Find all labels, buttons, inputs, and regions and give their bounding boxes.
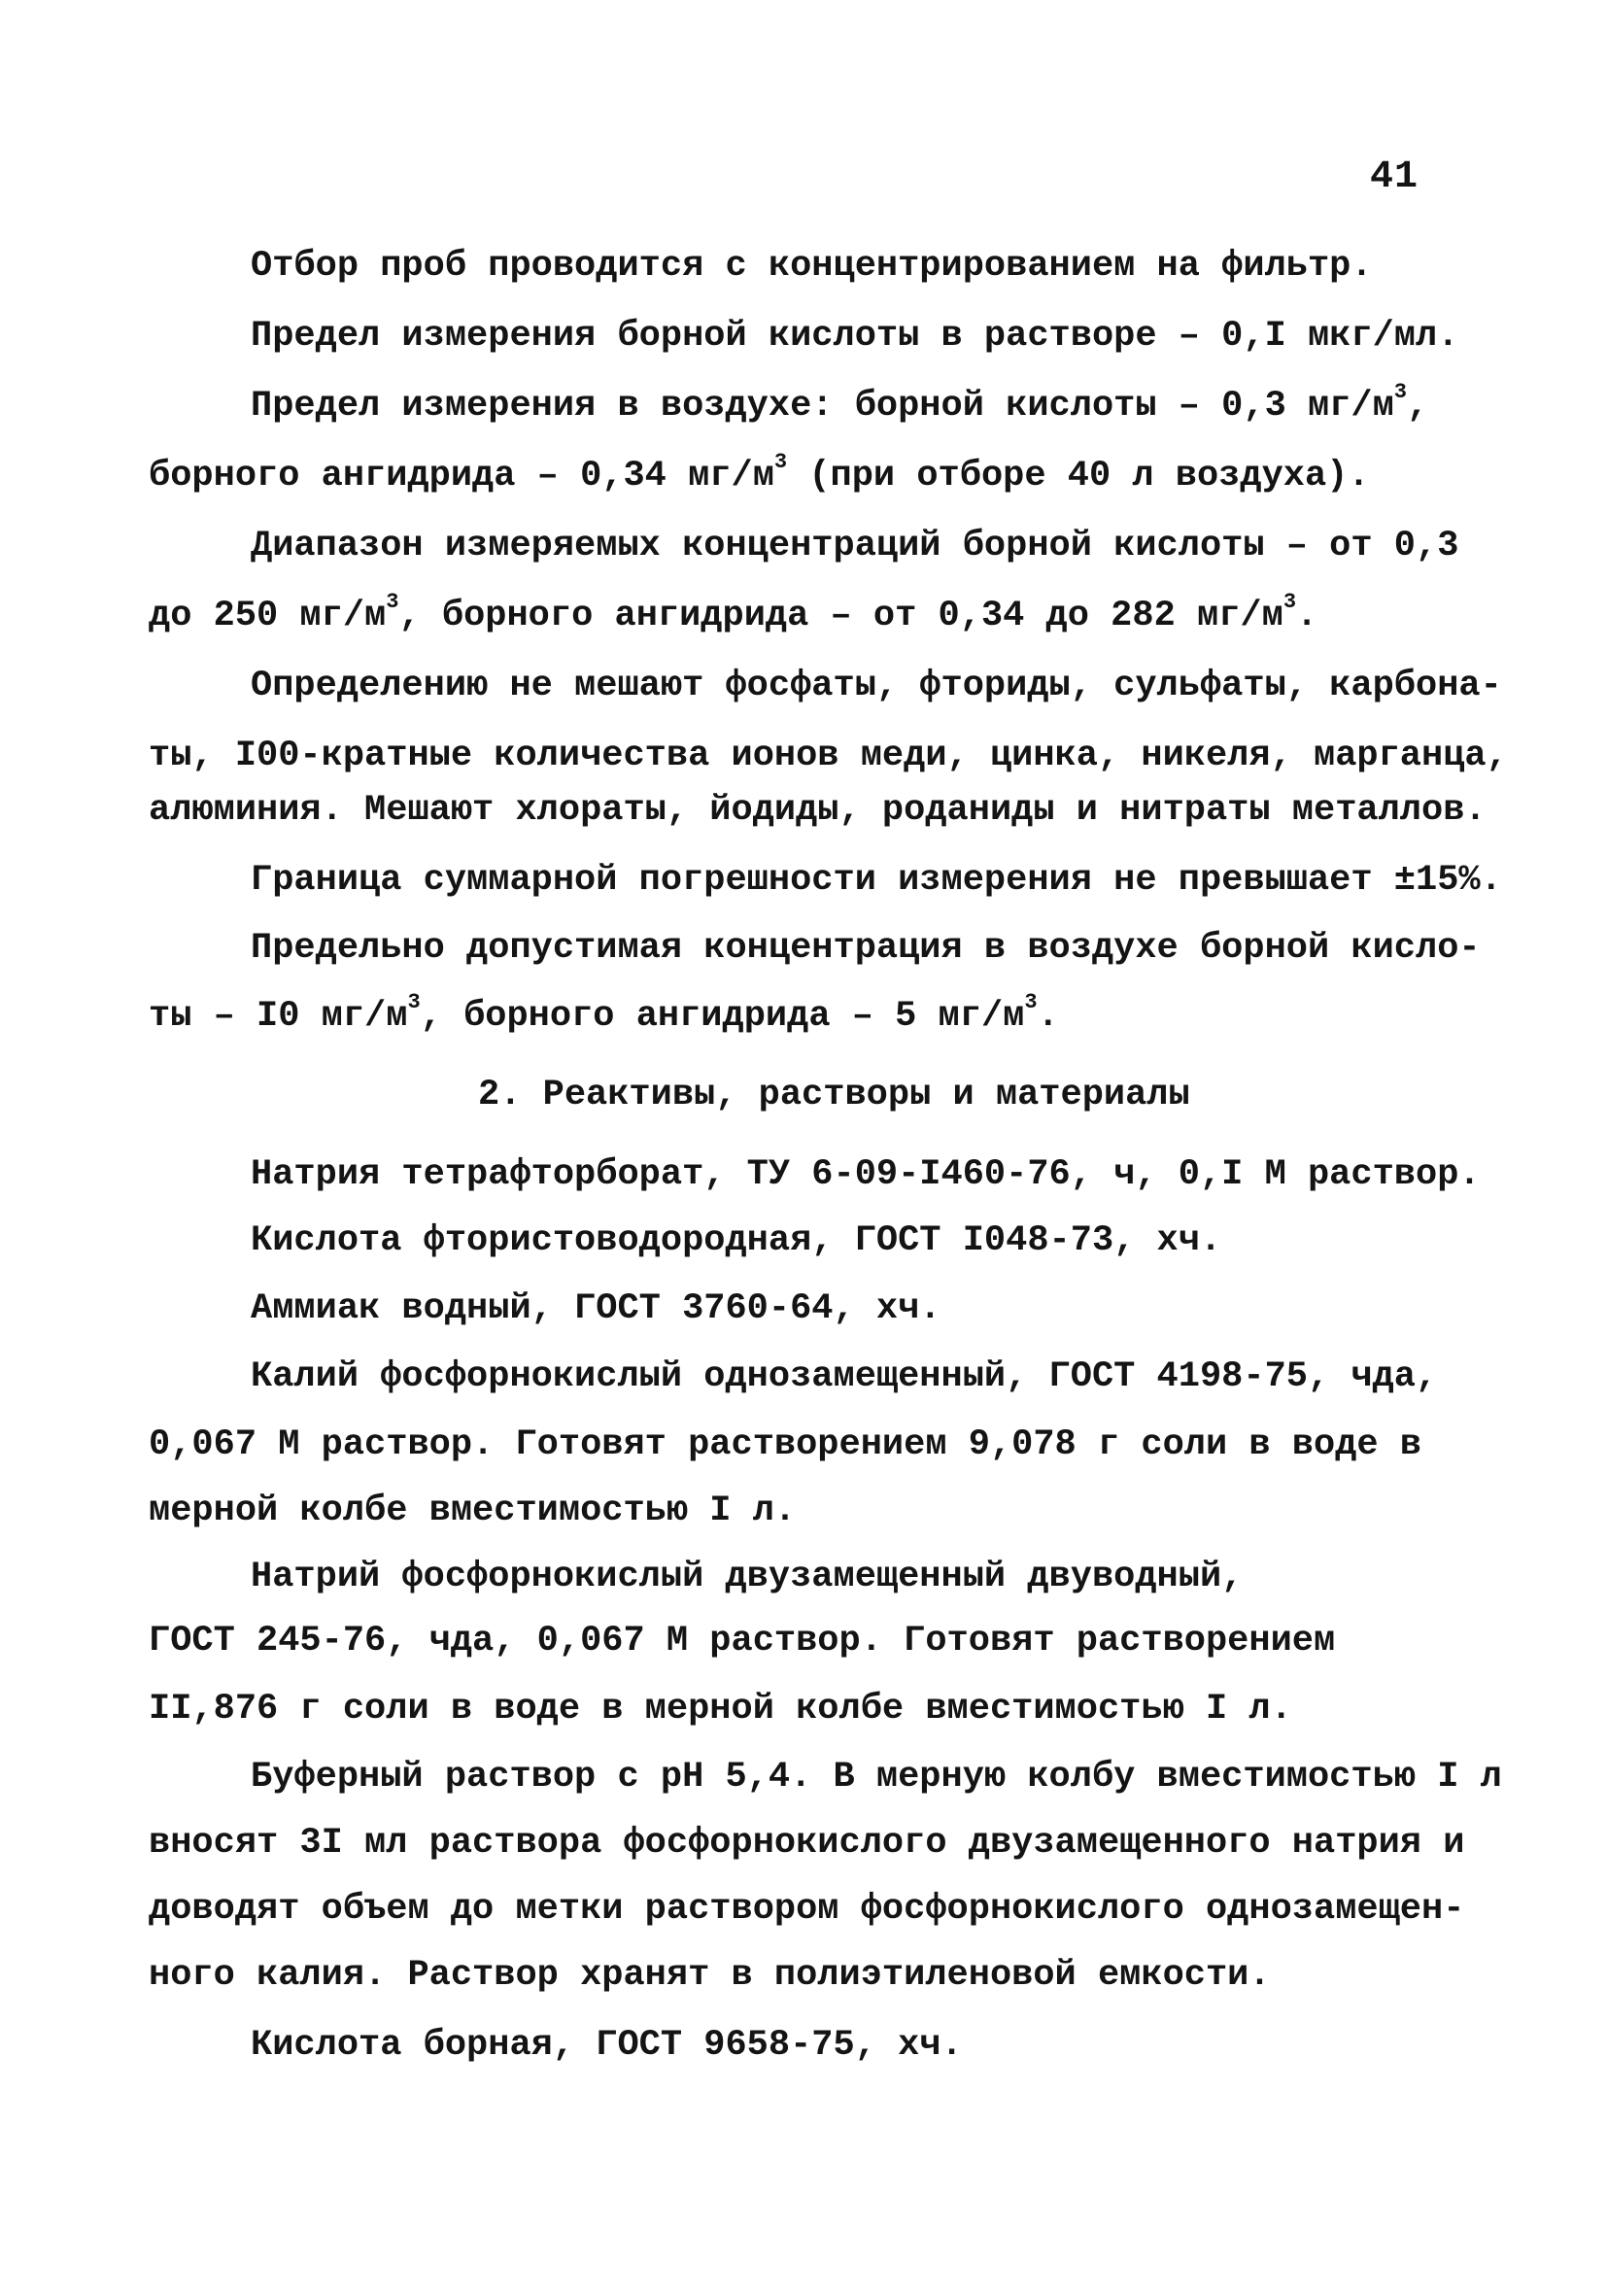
text-span: Кислота фтористоводородная, ГОСТ I048-73, хч. (251, 1220, 1222, 1261)
text-span: ты – I0 мг/м (149, 996, 408, 1037)
text-line (149, 450, 1370, 497)
text-line (251, 2025, 963, 2066)
superscript: 3 (386, 590, 399, 614)
text-line (251, 1154, 1481, 1195)
text-span: Определению не мешают фосфаты, фториды, сульфаты, карбона- (251, 666, 1502, 706)
text-line (251, 1220, 1221, 1261)
text-line (149, 1491, 796, 1531)
text-span: Аммиак водный, ГОСТ 3760-64, хч. (251, 1288, 941, 1329)
text-line (251, 1356, 1437, 1397)
text-line (149, 590, 1318, 636)
heading-text: 2. Реактивы, растворы и материалы (478, 1075, 1190, 1115)
text-line (149, 1689, 1292, 1730)
text-line (251, 928, 1481, 969)
superscript: 3 (1024, 990, 1038, 1014)
text-line (149, 1823, 1464, 1864)
text-span: Диапазон измеряемых концентраций борной кислоты – от 0,3 (251, 526, 1459, 566)
text-span: доводят объем до метки раствором фосфорнокислого однозамещен- (149, 1889, 1465, 1930)
text-span: Калий фосфорнокислый однозамещенный, ГОСТ 4198-75, чда, (251, 1356, 1438, 1397)
text-line (149, 1621, 1335, 1662)
text-line (251, 246, 1373, 287)
text-line (251, 380, 1429, 427)
text-span: ного калия. Раствор хранят в полиэтиленовой емкости. (149, 1955, 1271, 1996)
section-heading (478, 1075, 1190, 1115)
text-line (251, 666, 1502, 706)
text-span: Натрия тетрафторборат, ТУ 6-09-I460-76, ч, 0,I М раствор. (251, 1154, 1481, 1195)
text-span: , борного ангидрида – от 0,34 до 282 мг/м (398, 596, 1283, 636)
text-line (251, 1757, 1502, 1798)
text-span: Натрий фосфорнокислый двузамещенный двуводный, (251, 1557, 1244, 1597)
text-line (251, 1557, 1243, 1597)
text-line (149, 990, 1059, 1037)
text-span: Кислота борная, ГОСТ 9658-75, хч. (251, 2025, 963, 2066)
text-span: ГОСТ 245-76, чда, 0,067 М раствор. Готовят растворением (149, 1621, 1336, 1662)
text-line (251, 316, 1458, 357)
text-line (149, 1955, 1271, 1996)
text-span: . (1296, 596, 1318, 636)
text-span: (при отборе 40 л воздуха). (787, 456, 1370, 497)
text-line (251, 860, 1502, 901)
text-line (149, 1424, 1421, 1465)
superscript: 3 (1282, 590, 1297, 614)
text-span: . (1037, 996, 1059, 1037)
text-span: Отбор проб проводится с концентрированием на фильтр. (251, 246, 1373, 287)
text-span: Предельно допустимая концентрация в воздухе борной кисло- (251, 928, 1481, 969)
text-span: Предел измерения борной кислоты в растворе – 0,I мкг/мл. (251, 316, 1459, 357)
text-line (149, 790, 1487, 831)
text-span: вносят 3I мл раствора фосфорнокислого двузамещенного натрия и (149, 1823, 1465, 1864)
text-span: , (1407, 386, 1429, 427)
text-span: Граница суммарной погрешности измерения не превышает ±15%. (251, 860, 1502, 901)
page-number: 41 (1370, 155, 1419, 199)
text-span: борного ангидрида – 0,34 мг/м (149, 456, 774, 497)
text-line (251, 1288, 941, 1329)
text-line (149, 736, 1508, 776)
text-span: ты, I00-кратные количества ионов меди, цинка, никеля, марганца, (149, 736, 1508, 776)
text-span: , борного ангидрида – 5 мг/м (420, 996, 1025, 1037)
text-span: 0,067 М раствор. Готовят растворением 9,078 г соли в воде в (149, 1424, 1422, 1465)
text-span: II,876 г соли в воде в мерной колбе вместимостью I л. (149, 1689, 1292, 1730)
superscript: 3 (407, 990, 421, 1014)
text-span: до 250 мг/м (149, 596, 387, 636)
text-line (149, 1889, 1464, 1930)
superscript: 3 (773, 450, 788, 474)
text-span: алюминия. Мешают хлораты, йодиды, роданиды и нитраты металлов. (149, 790, 1487, 831)
text-span: Буферный раствор с рН 5,4. В мерную колбу вместимостью I л (251, 1757, 1502, 1798)
text-span: Предел измерения в воздухе: борной кислоты – 0,3 мг/м (251, 386, 1394, 427)
text-span: мерной колбе вместимостью I л. (149, 1491, 797, 1531)
text-line (251, 526, 1458, 566)
superscript: 3 (1393, 380, 1407, 404)
